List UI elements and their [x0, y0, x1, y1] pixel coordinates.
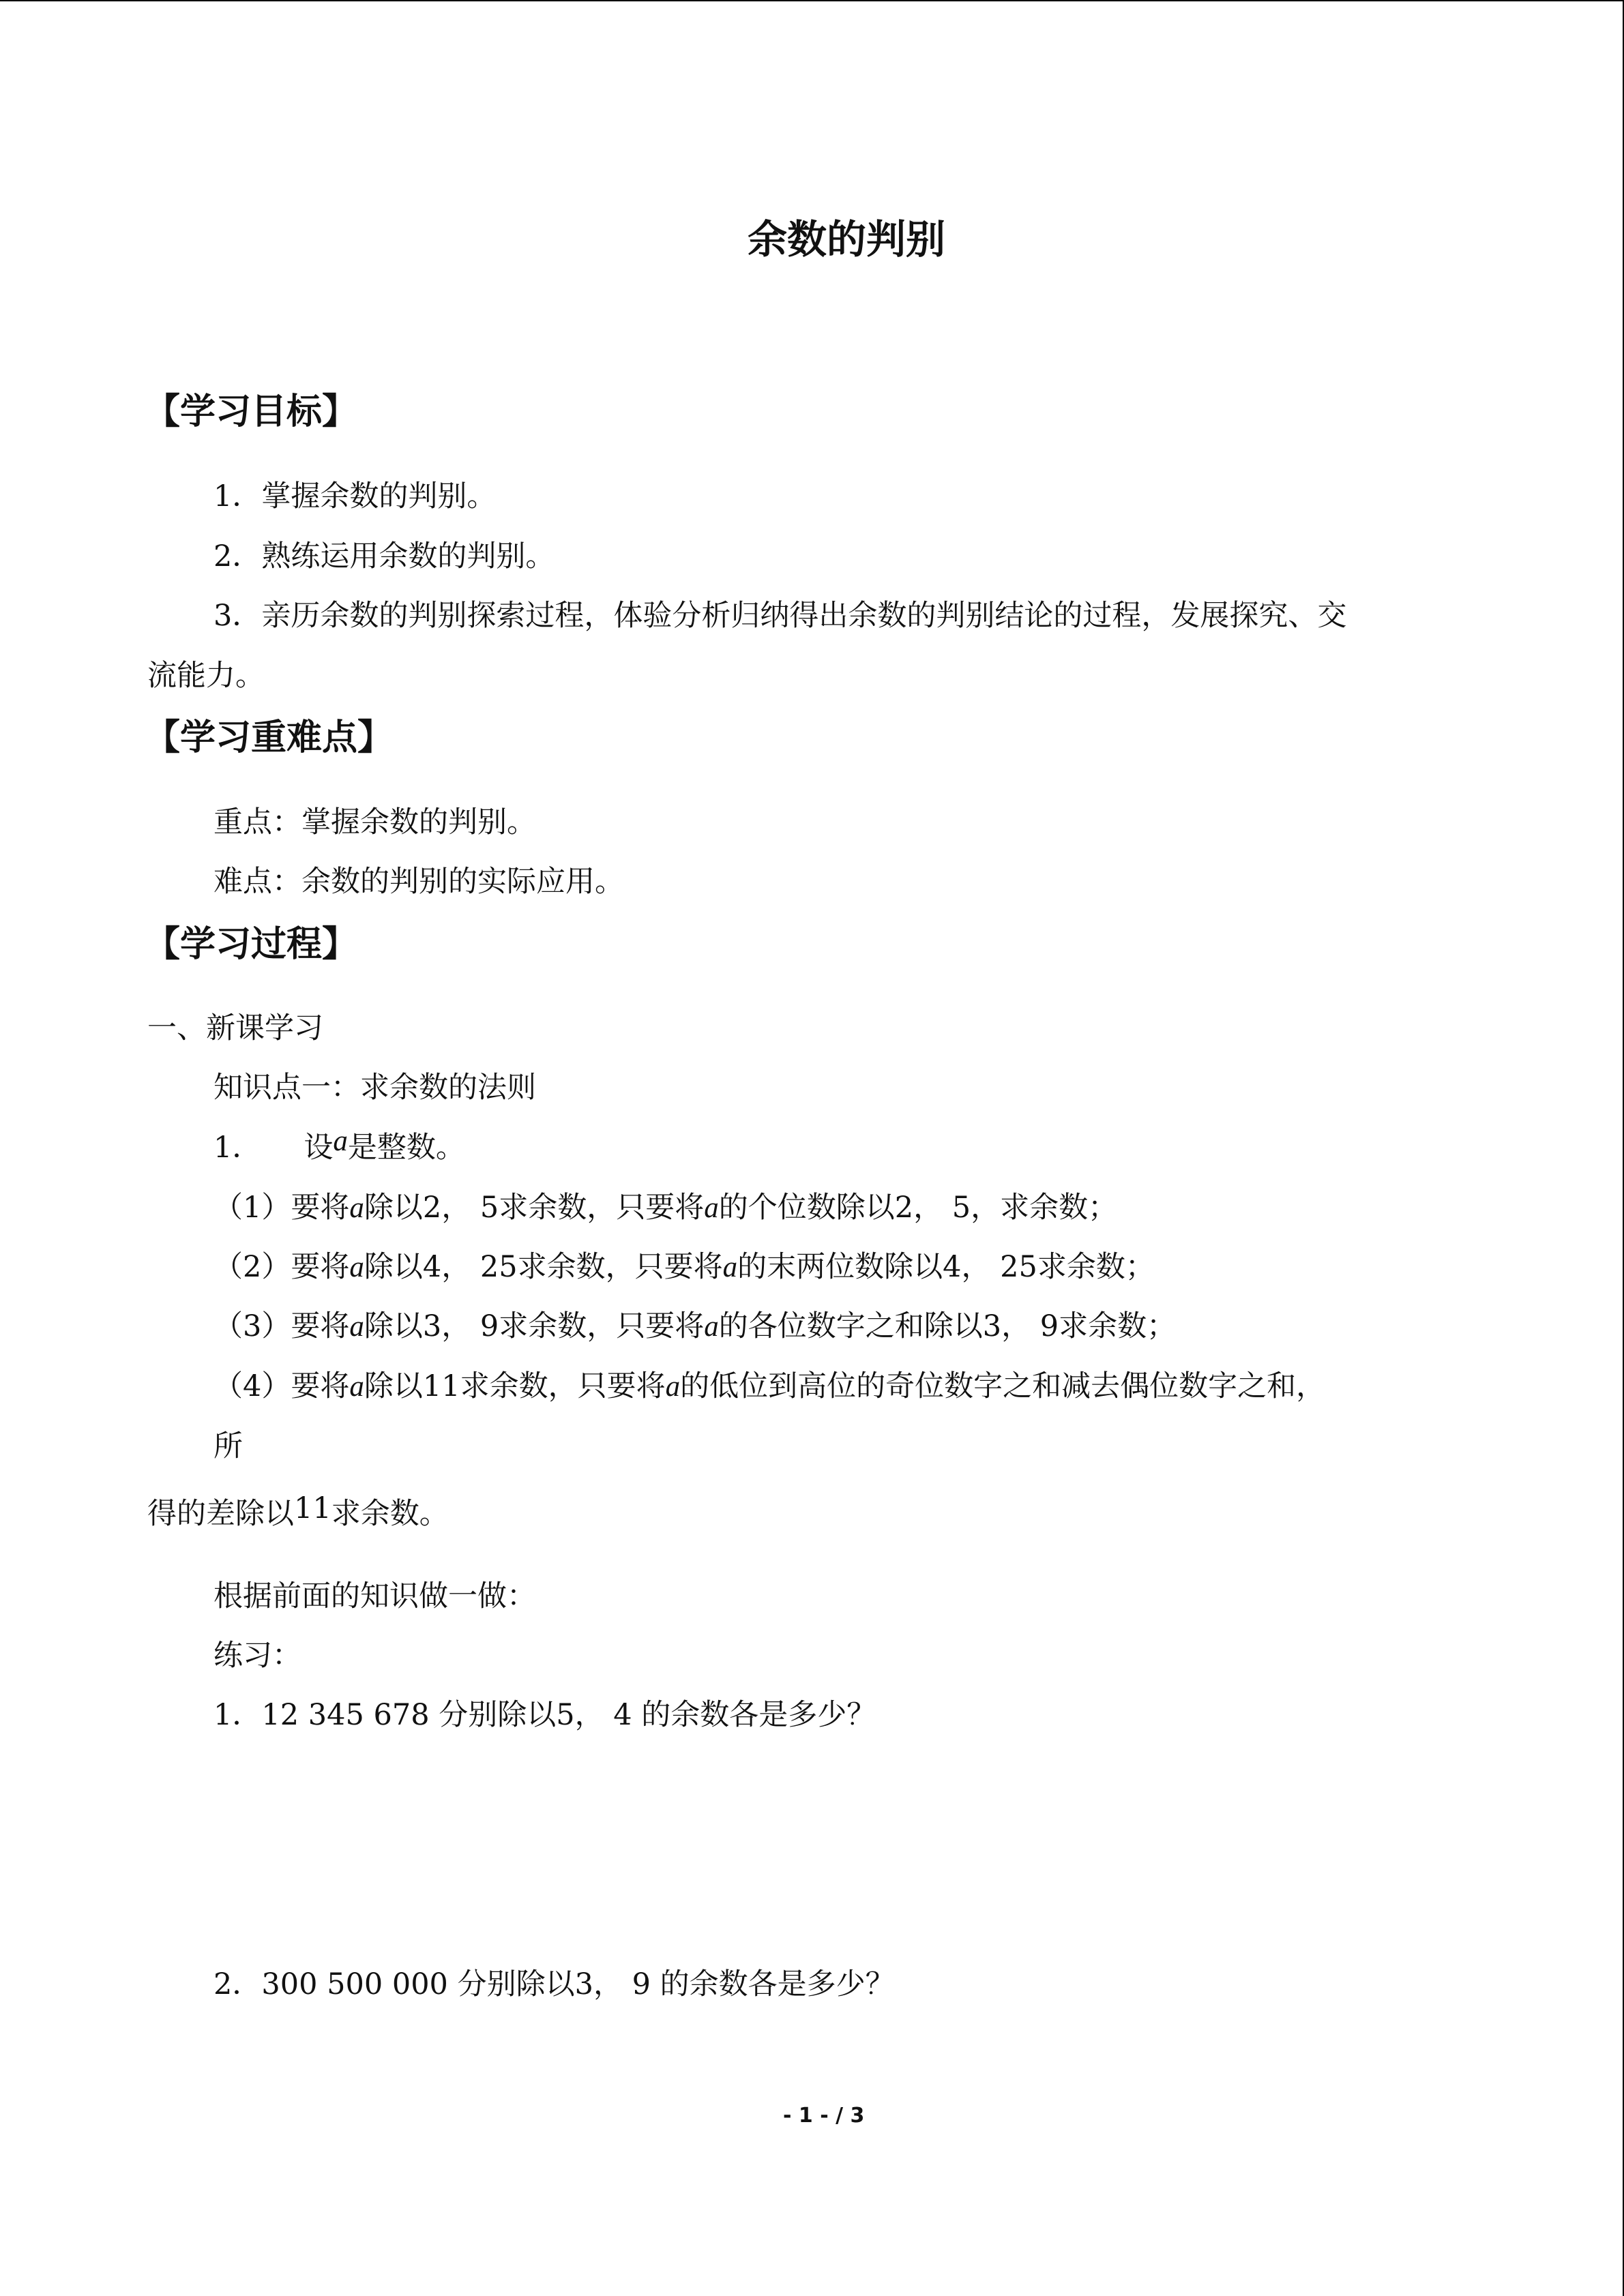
- rule-1-post: 的个位数除以2， 5，求余数；: [718, 1191, 1118, 1225]
- goals-heading: 【学习目标】: [145, 391, 358, 432]
- rule-4-number-11: 11: [294, 1491, 331, 1525]
- practice-intro: 根据前面的知识做一做：: [213, 1579, 536, 1613]
- key-points-heading: 【学习重难点】: [145, 717, 394, 758]
- rule-1-mid: 除以2， 5求余数，只要将: [364, 1191, 705, 1225]
- goal-item-1: 1．掌握余数的判别。: [213, 479, 497, 513]
- variable-a: a: [704, 1311, 719, 1343]
- variable-a: a: [349, 1371, 364, 1403]
- rule-4-line-2-b: 求余数。: [331, 1497, 449, 1531]
- variable-a: a: [665, 1371, 681, 1403]
- rule-intro-number: 1．: [213, 1131, 262, 1165]
- page-number-footer: - 1 - / 3: [783, 2104, 865, 2128]
- variable-a: a: [704, 1192, 719, 1224]
- rule-2-post: 的末两位数除以4， 25求余数；: [737, 1250, 1155, 1284]
- rule-intro-text-b: 是整数。: [347, 1131, 465, 1165]
- variable-a: a: [349, 1192, 364, 1224]
- rule-2-pre: （2）要将: [213, 1250, 350, 1284]
- page-title: 余数的判别: [748, 216, 946, 263]
- rule-4-mid: 除以11求余数，只要将: [364, 1369, 666, 1403]
- practice-label: 练习：: [213, 1639, 301, 1673]
- goal-item-3-line-2: 流能力。: [147, 659, 265, 693]
- rule-2: [213, 1250, 1155, 1284]
- rule-3-mid: 除以3， 9求余数，只要将: [364, 1309, 705, 1343]
- rule-1-pre: （1）要将: [213, 1191, 350, 1225]
- rule-intro: [213, 1125, 465, 1165]
- rule-3-pre: （3）要将: [213, 1309, 350, 1343]
- rule-1: [213, 1193, 1117, 1223]
- rule-2-mid: 除以4， 25求余数，只要将: [364, 1250, 723, 1284]
- rule-4-continued: 所: [213, 1429, 243, 1463]
- key-point: 重点：掌握余数的判别。: [213, 805, 536, 839]
- rule-3: [213, 1309, 1177, 1343]
- variable-a: a: [722, 1251, 738, 1283]
- section-new-lesson: 一、新课学习: [147, 1011, 323, 1045]
- rule-4-line-2: [147, 1491, 449, 1531]
- practice-question-2: 2．300 500 000 分别除以3， 9 的余数各是多少？: [213, 1967, 895, 2001]
- knowledge-point-1: 知识点一：求余数的法则: [213, 1071, 536, 1105]
- variable-a: a: [349, 1251, 364, 1283]
- rule-4-pre: （4）要将: [213, 1369, 350, 1403]
- goal-item-2: 2．熟练运用余数的判别。: [213, 539, 555, 573]
- variable-a: a: [333, 1125, 348, 1157]
- difficult-point: 难点：余数的判别的实际应用。: [213, 865, 624, 899]
- rule-3-post: 的各位数字之和除以3， 9求余数；: [718, 1309, 1177, 1343]
- practice-question-1: 1．12 345 678 分别除以5， 4 的余数各是多少？: [213, 1698, 876, 1732]
- process-heading: 【学习过程】: [145, 924, 358, 965]
- goal-item-3-line-1: 3．亲历余数的判别探索过程，体验分析归纳得出余数的判别结论的过程，发展探究、交: [213, 599, 1347, 633]
- rule-intro-text-a: 设: [304, 1131, 334, 1165]
- rule-4-post: 的低位到高位的奇位数字之和减去偶位数字之和，: [680, 1369, 1326, 1403]
- rule-4-line-2-a: 得的差除以: [147, 1497, 294, 1531]
- rule-4: [213, 1369, 1326, 1403]
- variable-a: a: [349, 1311, 364, 1343]
